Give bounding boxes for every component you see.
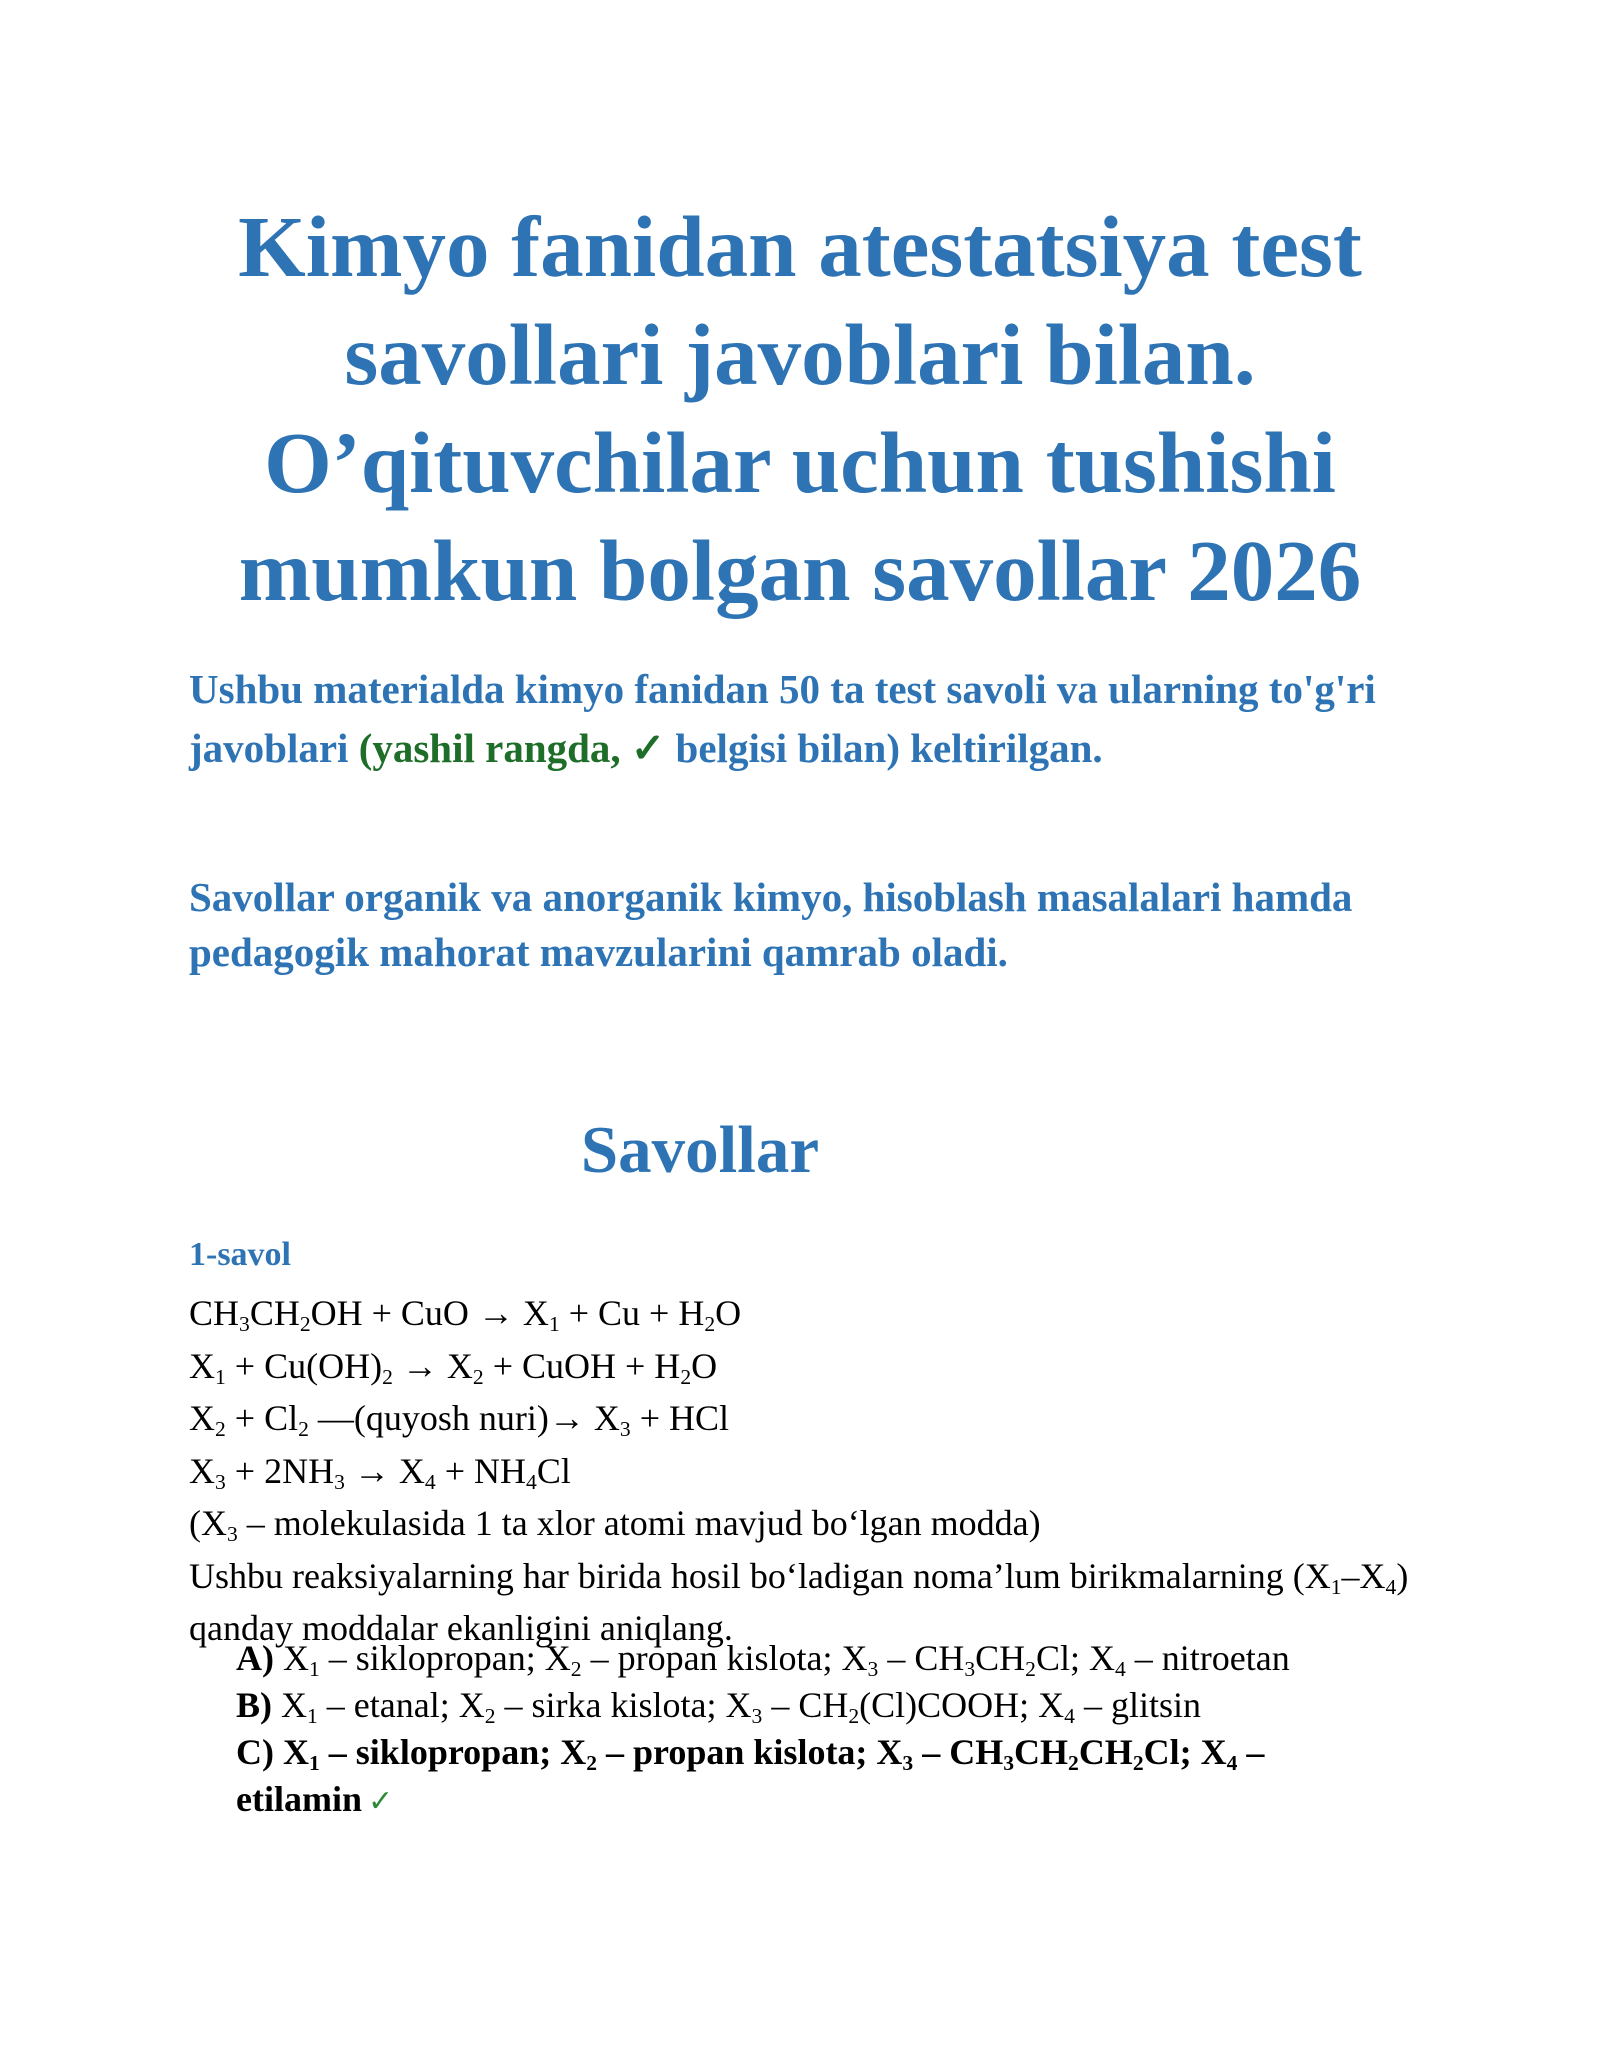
option-text: $X_1$ – siklopropan; $X_2$ – propan kislota; $X_3 - CH_3CH_2Cl$; $X_4$ – nitroetan — [283, 1638, 1290, 1682]
option-text: $X_1$ – siklopropan; $X_2$ – propan kislota; $X_3 - CH_3CH_2CH_2Cl$; $X_4$ – etilamin — [236, 1732, 1265, 1819]
intro-text-end: belgisi bilan) keltirilgan. — [665, 725, 1103, 771]
answer-options — [236, 1635, 1396, 1825]
answer-option-c[interactable] — [236, 1729, 1396, 1825]
equation-line: $X_2 + Cl_2$ —(quyosh nuri)→ $X_3$ + HCl — [189, 1398, 730, 1442]
question-note: ($X_3$ – molekulasida 1 ta xlor atomi mavjud bo‘lgan modda) — [189, 1503, 1041, 1547]
intro-paragraph-answers — [189, 660, 1429, 778]
equation-line: $CH_3CH_2OH$ + CuO → $X_1 + Cu + H_2O$ — [189, 1293, 742, 1337]
document-title: Kimyo fanidan atestatsiya test savollari javoblari bilan. O’qituvchilar uchun tushishi mumkun bolgan savollar 2026 — [238, 198, 1362, 619]
option-letter: B) — [236, 1685, 272, 1725]
section-heading: Savollar — [580, 1113, 820, 1187]
option-letter: C) — [236, 1732, 274, 1772]
intro-text-start: Ushbu materialda kimyo fanidan 50 ta test savoli va ularning to'g'ri javoblari — [189, 666, 1376, 771]
question-body — [189, 1287, 1419, 1655]
answer-option-a[interactable] — [236, 1635, 1396, 1682]
question-prompt: Ushbu reaksiyalarning har birida hosil bo‘ladigan noma’lum birikmalarning $(X_1-X_4)$ qanday moddalar ekanligini aniqlang. — [189, 1555, 1409, 1648]
intro-green-note: (yashil rangda, ✓ — [358, 725, 666, 771]
equation-line: $X_3 + 2NH_3 \to X_4 + NH_4Cl$ — [189, 1450, 571, 1494]
correct-check-icon: ✓ — [367, 1784, 394, 1819]
option-letter: A) — [236, 1638, 274, 1678]
question-label: 1-savol — [189, 1236, 291, 1273]
option-text: $X_1$ – etanal; $X_2$ – sirka kislota; $X_3$ – $CH_2(Cl)COOH$; $X_4$ – glitsin — [281, 1685, 1201, 1729]
equation-line: $X_1 + Cu(OH)_2 \to X_2$ + CuOH + $H_2O$ — [189, 1345, 718, 1389]
intro-paragraph-topics: Savollar organik va anorganik kimyo, hisoblash masalalari hamda pedagogik mahorat mavzularini qamrab oladi. — [189, 874, 1353, 975]
answer-option-b[interactable] — [236, 1682, 1396, 1729]
